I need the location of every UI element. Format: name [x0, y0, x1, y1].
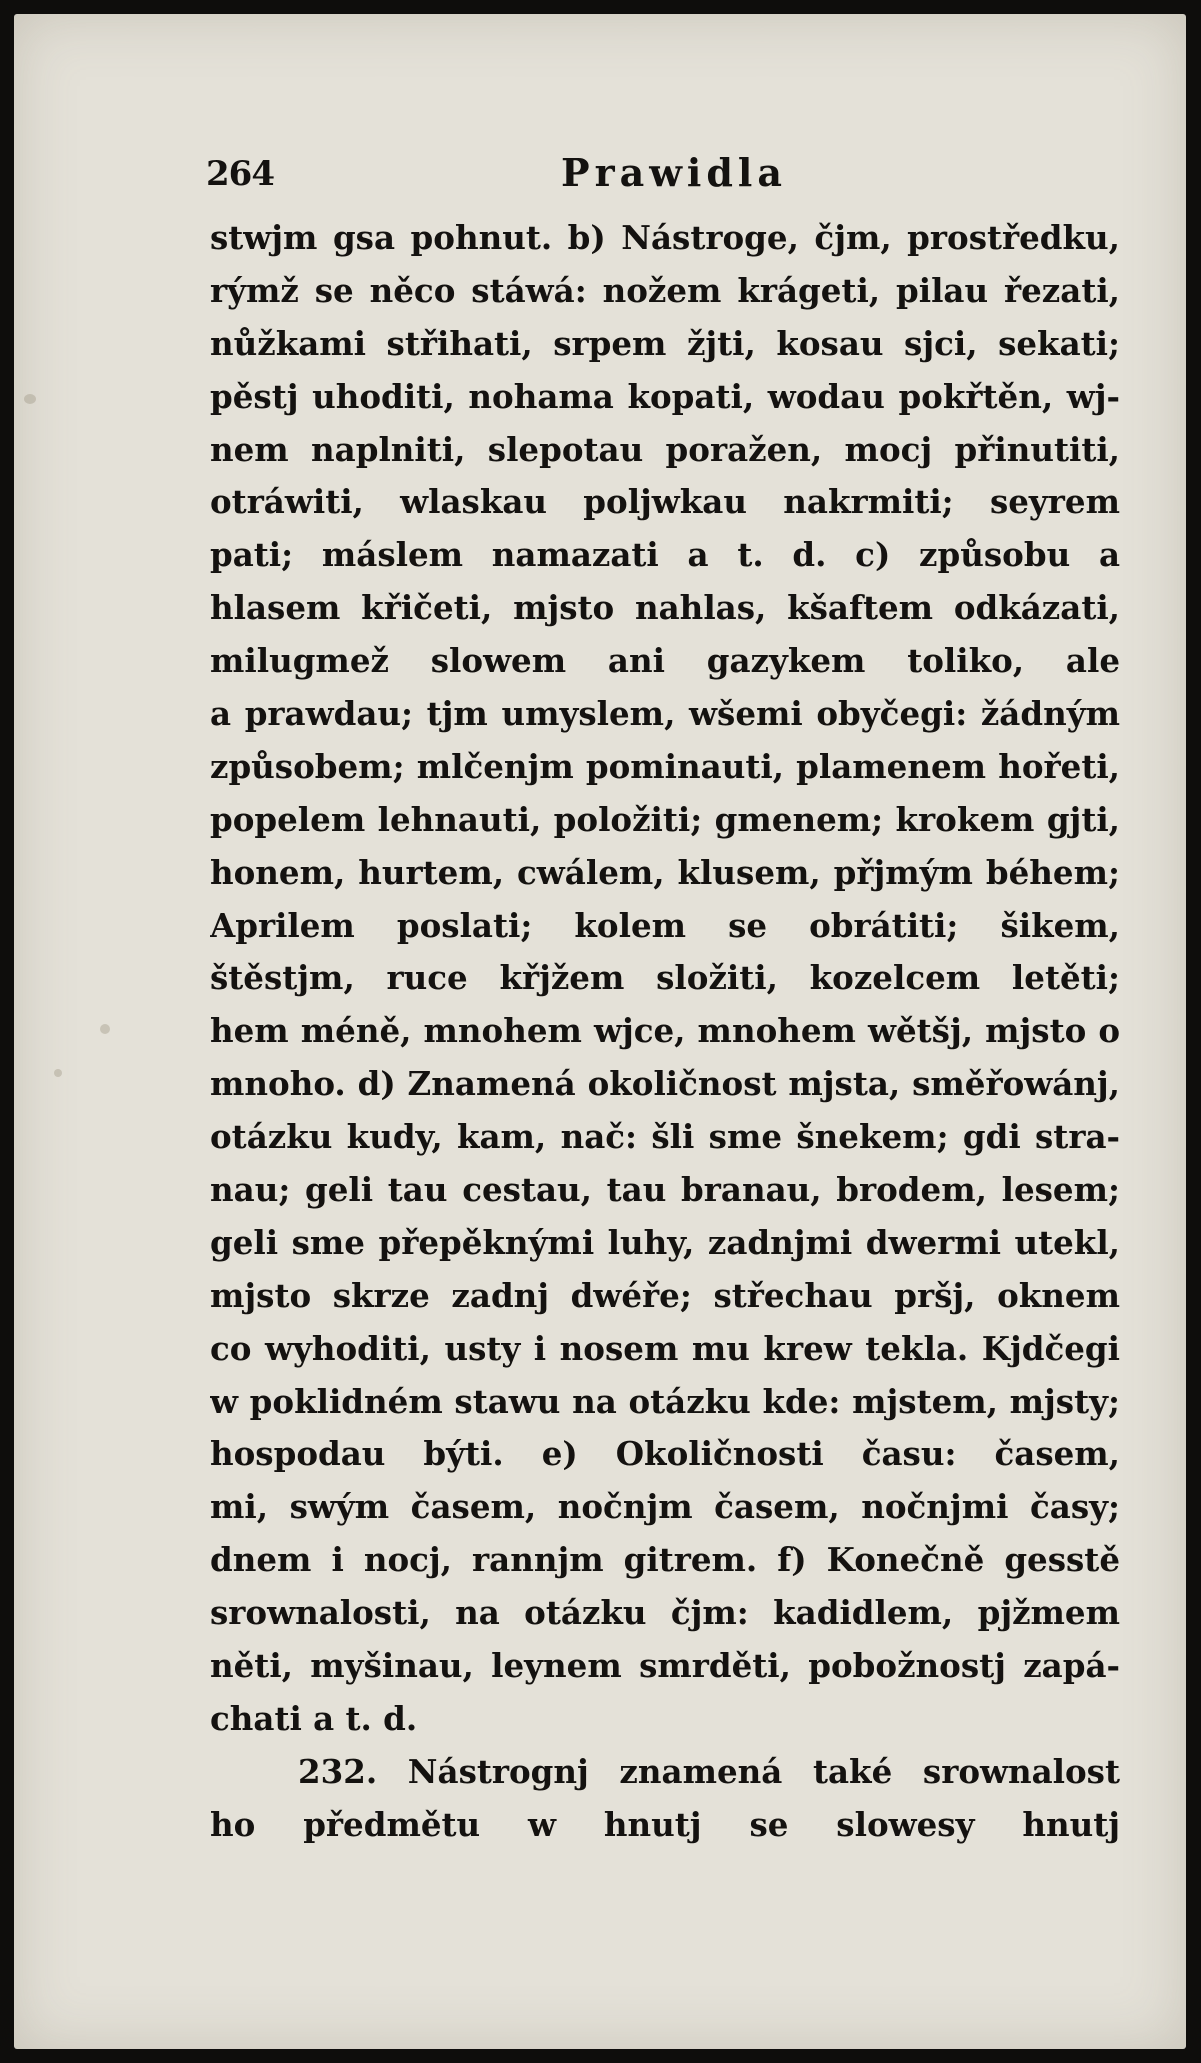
- ink-spot: [24, 394, 36, 404]
- text-line: otázku kudy, kam, nač: šli sme šnekem; gdi stra-: [210, 1117, 1120, 1157]
- text-line: popelem lehnauti, položiti; gmenem; krokem gjti,: [210, 799, 1120, 839]
- ink-spot: [54, 1069, 62, 1077]
- running-title: Prawidla: [561, 150, 787, 195]
- text-line: co wyhoditi, usty i nosem mu krew tekla. Kjdčegi: [210, 1328, 1120, 1368]
- text-line: nůžkami střihati, srpem žjti, kosau sjci, sekati;: [210, 323, 1120, 363]
- text-line: honem, hurtem, cwálem, klusem, přjmým béhem;: [210, 852, 1120, 892]
- text-line: štěstjm, ruce křjžem složiti, kozelcem letěti;: [210, 958, 1120, 998]
- text-line: 232. Nástrognj znamená také srownalost: [298, 1751, 1120, 1791]
- text-line: mjsto skrze zadnj dwéře; střechau pršj, oknem: [210, 1275, 1120, 1315]
- body-text: [210, 212, 1120, 1852]
- text-line: mi, swým časem, nočnjm časem, nočnjmi časy;: [210, 1487, 1120, 1527]
- text-line: pěstj uhoditi, nohama kopati, wodau pokřtěn, wj-: [210, 376, 1120, 416]
- text-line: nem naplniti, slepotau poražen, mocj přinutiti,: [210, 429, 1120, 469]
- text-line: nau; geli tau cestau, tau branau, brodem, lesem;: [210, 1170, 1120, 1210]
- text-line: milugmež slowem ani gazykem toliko, ale: [210, 641, 1120, 681]
- text-line: rýmž se něco stáwá: nožem krágeti, pilau řezati,: [210, 270, 1120, 310]
- page-number: 264: [206, 154, 274, 194]
- text-line: hem méně, mnohem wjce, mnohem wětšj, mjsto o: [210, 1011, 1120, 1051]
- text-line: ho předmětu w hnutj se slowesy hnutj: [210, 1804, 1120, 1844]
- text-line: a prawdau; tjm umyslem, wšemi obyčegi: žádným: [210, 694, 1120, 734]
- ink-spot: [100, 1024, 110, 1034]
- text-line: w poklidném stawu na otázku kde: mjstem, mjsty;: [210, 1381, 1120, 1421]
- text-line: hlasem křičeti, mjsto nahlas, kšaftem odkázati,: [210, 588, 1120, 628]
- text-line: mnoho. d) Znamená okoličnost mjsta, směřowánj,: [210, 1064, 1120, 1104]
- text-line: dnem i nocj, rannjm gitrem. f) Konečně gesstě: [210, 1540, 1120, 1580]
- text-line: pati; máslem namazati a t. d. c) způsobu a: [210, 535, 1120, 575]
- text-line: způsobem; mlčenjm pominauti, plamenem hořeti,: [210, 746, 1120, 786]
- text-line: hospodau býti. e) Okoličnosti času: časem,: [210, 1434, 1120, 1474]
- text-line: srownalosti, na otázku čjm: kadidlem, pjžmem: [210, 1593, 1120, 1633]
- text-line: otráwiti, wlaskau poljwkau nakrmiti; seyrem: [210, 482, 1120, 522]
- text-line: chati a t. d.: [210, 1698, 418, 1738]
- text-line: Aprilem poslati; kolem se obrátiti; šikem,: [210, 905, 1120, 945]
- text-line: něti, myšinau, leynem smrděti, pobožnostj zapá-: [210, 1646, 1120, 1686]
- page-header: [206, 150, 826, 200]
- text-line: geli sme přepěknými luhy, zadnjmi dwermi utekl,: [210, 1222, 1120, 1262]
- text-line: stwjm gsa pohnut. b) Nástroge, čjm, prostředku,: [210, 218, 1120, 257]
